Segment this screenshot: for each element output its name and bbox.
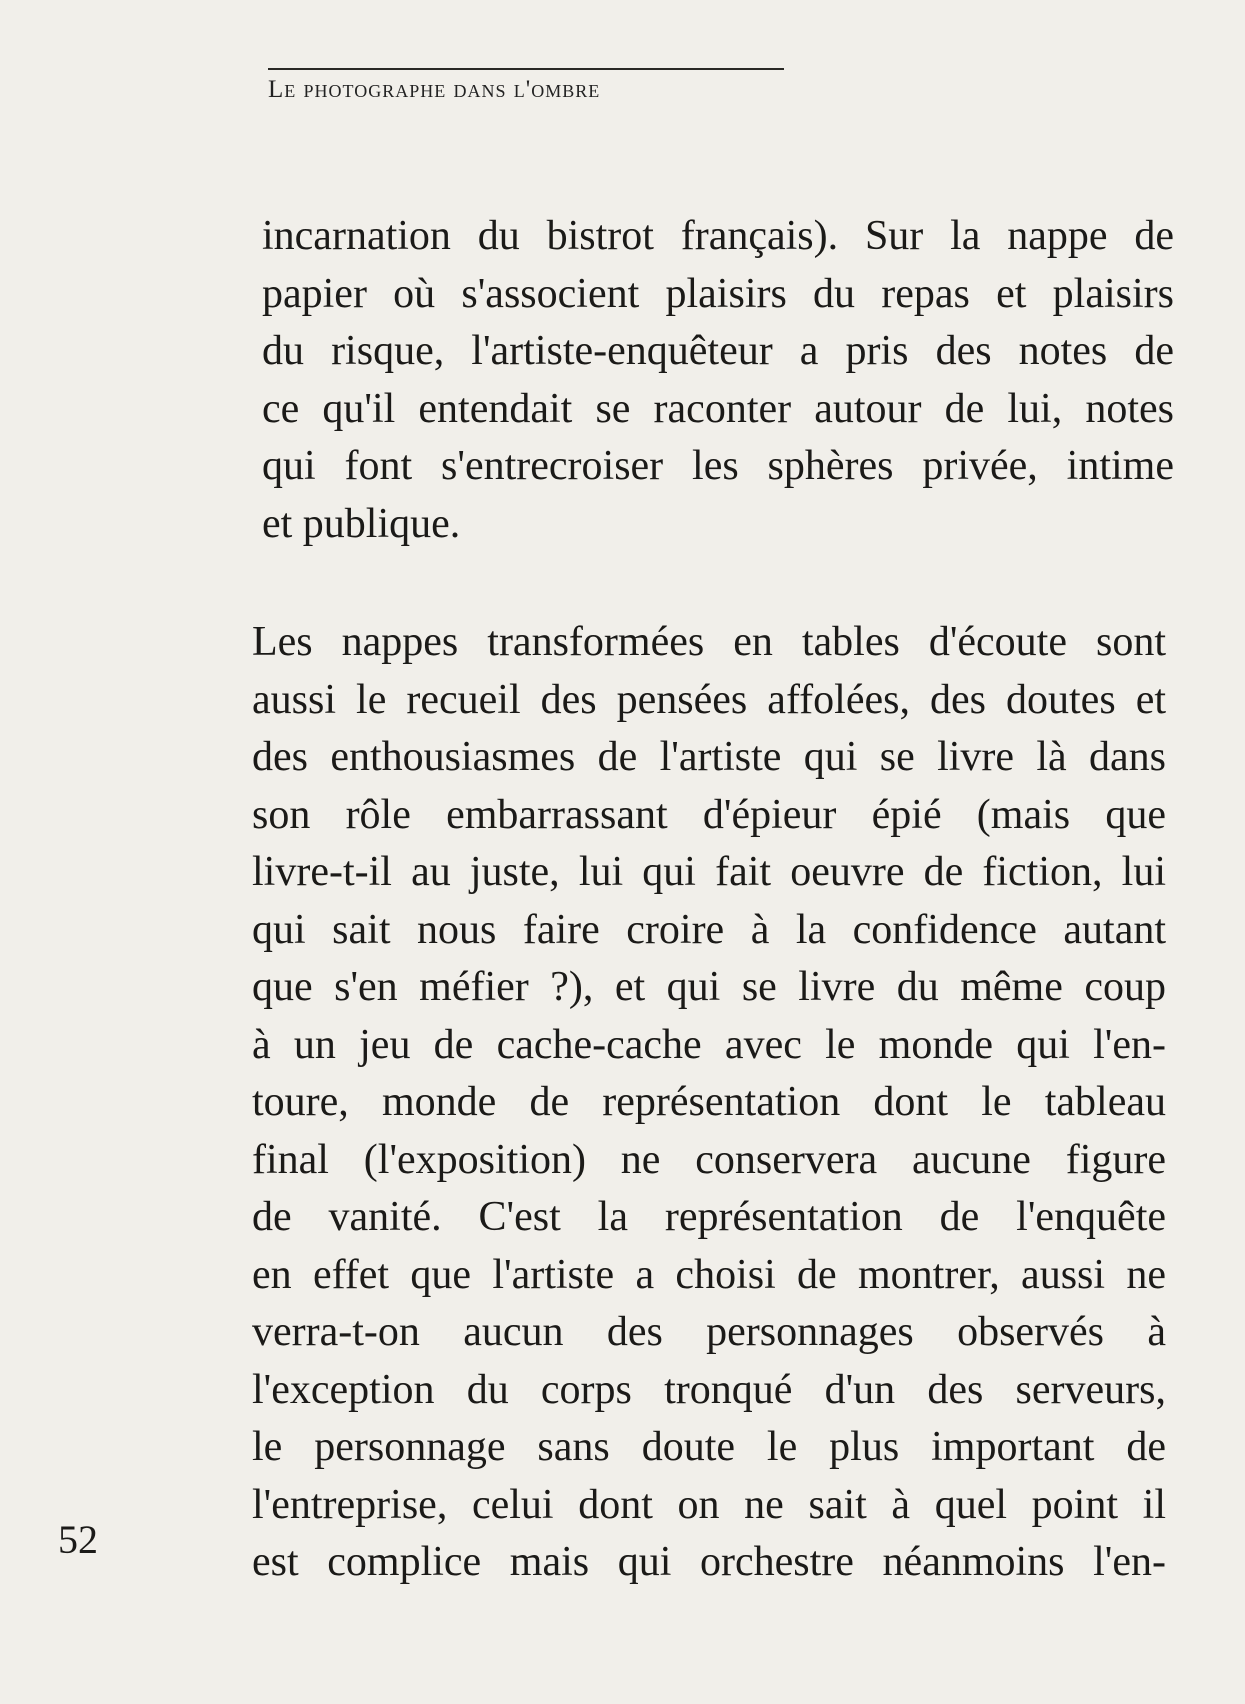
text-line: ce qu'il entendait se raconter autour de lui, notes	[262, 385, 1174, 432]
text-line: à un jeu de cache-cache avec le monde qui l'en-	[252, 1021, 1166, 1068]
paragraph-2	[252, 614, 1166, 1592]
text-line: incarnation du bistrot français). Sur la nappe de	[262, 213, 1174, 259]
paragraph-1	[262, 208, 1174, 553]
text-line: du risque, l'artiste-enquêteur a pris des notes de	[262, 328, 1174, 374]
text-line: de vanité. C'est la représentation de l'enquête	[252, 1194, 1166, 1240]
text-line: est complice mais qui orchestre néanmoins l'en-	[252, 1539, 1166, 1585]
running-title: Le photographe dans l'ombre	[268, 76, 601, 103]
text-line: aussi le recueil des pensées affolées, des doutes et	[252, 676, 1166, 723]
page-number: 52	[58, 1517, 98, 1562]
text-line: le personnage sans doute le plus important de	[252, 1424, 1166, 1470]
text-line: des enthousiasmes de l'artiste qui se livre là dans	[252, 734, 1166, 780]
text-line: livre-t-il au juste, lui qui fait oeuvre de fiction, lui	[252, 849, 1166, 895]
running-head	[268, 68, 784, 104]
text-line: et publique.	[262, 500, 461, 547]
text-line: l'exception du corps tronqué d'un des serveurs,	[252, 1366, 1166, 1413]
text-line: qui sait nous faire croire à la confidence autant	[252, 906, 1166, 953]
text-line: toure, monde de représentation dont le tableau	[252, 1079, 1166, 1125]
text-line: papier où s'associent plaisirs du repas et plaisirs	[262, 270, 1174, 317]
text-line: Les nappes transformées en tables d'écoute sont	[252, 619, 1166, 665]
text-line: qui font s'entrecroiser les sphères privée, intime	[262, 443, 1174, 489]
text-line: verra-t-on aucun des personnages observés à	[252, 1309, 1166, 1355]
text-line: son rôle embarrassant d'épieur épié (mais que	[252, 791, 1166, 838]
text-line: final (l'exposition) ne conservera aucune figure	[252, 1136, 1166, 1183]
text-line: l'entreprise, celui dont on ne sait à quel point il	[252, 1481, 1166, 1528]
text-line: en effet que l'artiste a choisi de montrer, aussi ne	[252, 1251, 1166, 1298]
text-line: que s'en méfier ?), et qui se livre du même coup	[252, 964, 1166, 1010]
